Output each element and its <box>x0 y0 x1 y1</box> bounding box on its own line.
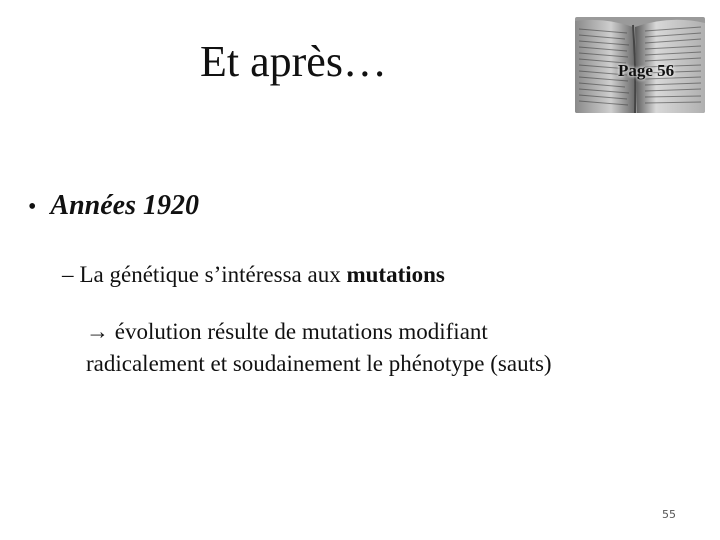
arrow-item <box>86 316 686 380</box>
bullet-level-2-emphasis: mutations <box>346 262 445 287</box>
bullet-level-1 <box>28 190 199 222</box>
bullet-level-2 <box>62 262 445 288</box>
bullet-dash: – <box>62 262 74 287</box>
bullet-dot: • <box>28 194 37 220</box>
arrow-item-line-2: radicalement et soudainement le phénotype (sauts) <box>86 351 552 376</box>
bullet-level-2-text: La génétique s’intéressa aux <box>79 262 347 287</box>
arrow-icon: → <box>86 319 109 344</box>
arrow-item-text-1: évolution résulte de mutations modifiant <box>114 319 488 344</box>
arrow-item-line-1 <box>86 316 686 348</box>
page-reference-label: Page 56 <box>618 61 675 80</box>
slide-title: Et après… <box>200 37 387 86</box>
slide-number: 55 <box>662 508 676 521</box>
bullet-level-1-text: Années 1920 <box>50 190 199 221</box>
